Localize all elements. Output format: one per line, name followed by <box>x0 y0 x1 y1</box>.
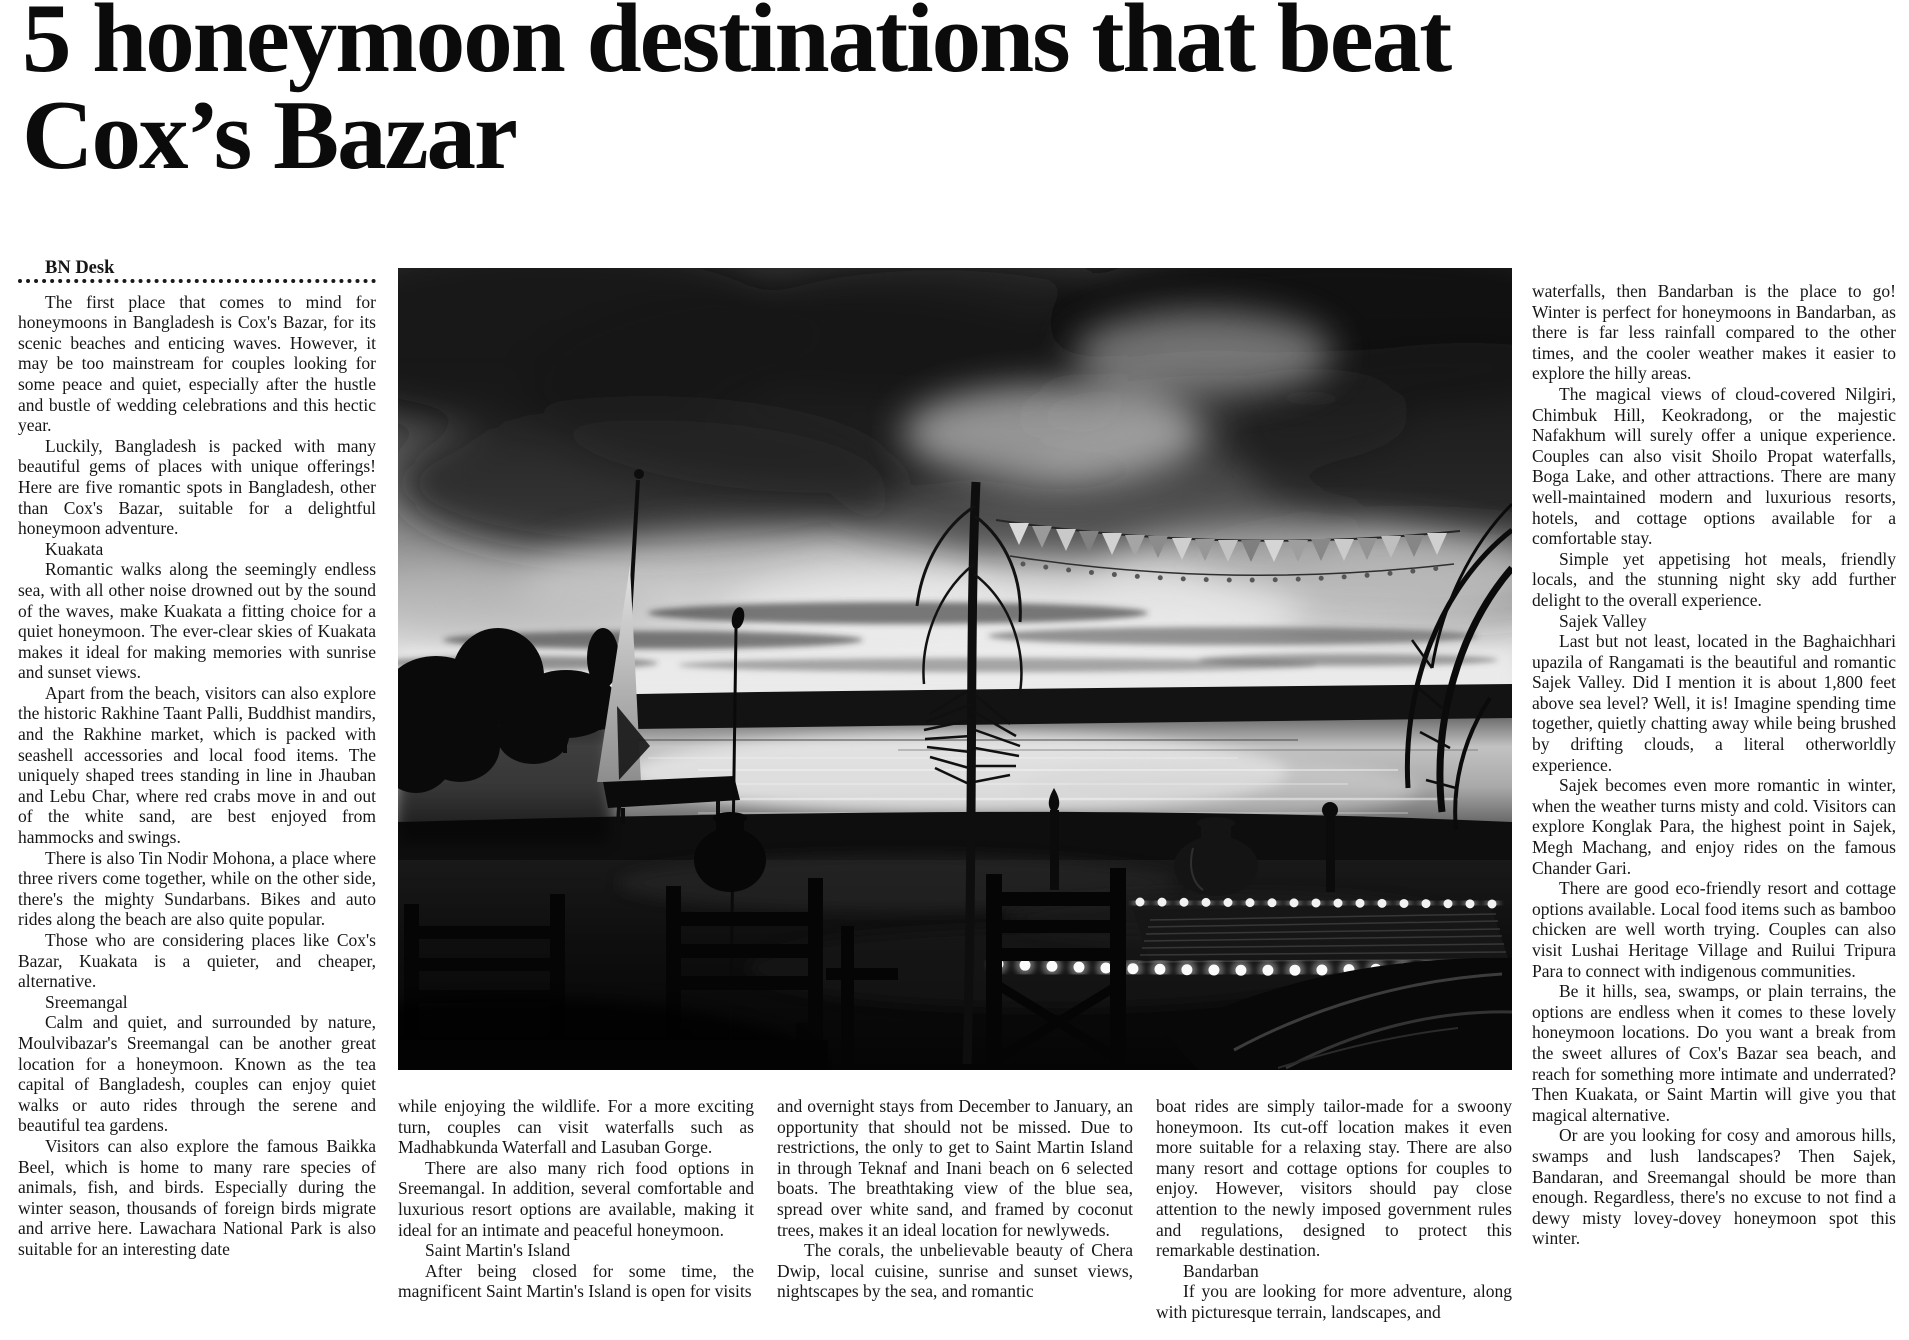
paragraph: and overnight stays from December to January, an opportunity that should not be missed. Due to restrictions, the only to get to Saint Martin Island in through Teknaf and Inani beach on 6 selected boats. The breathtaking view of the blue sea, spread over white sand, and framed by coconut trees, makes it an ideal location for newlyweds. <box>777 1096 1133 1240</box>
paragraph: There are good eco-friendly resort and cottage options available. Local food items such as bamboo chicken are well worth trying. Couples can also visit Lushai Heritage Village and Ruilui Tripura Para to connect with indigenous communities. <box>1532 878 1896 981</box>
byline: BN Desk <box>45 258 115 278</box>
paragraph: There is also Tin Nodir Mohona, a place where three rivers come together, while on the other side, there's the mighty Sundarbans. Bikes and auto rides along the beach are also quite popular. <box>18 847 376 930</box>
paragraph: Or are you looking for cosy and amorous hills, swamps and lush landscapes? Then Sajek, Bandaran, and Sreemangal should be more than enough. Regardless, there's no excuse to not find a dewy misty lovey-dovey honeymoon spot this winter. <box>1532 1125 1896 1249</box>
paragraph: Romantic walks along the seemingly endless sea, with all other noise drowned out by the sound of the waves, make Kuakata a fitting choice for a quiet honeymoon. The ever-clear skies of Kuakata makes it ideal for making memories with sunrise and sunset views. <box>18 559 376 683</box>
sky <box>398 268 1512 698</box>
column-2 <box>398 1096 754 1340</box>
section-heading: Kuakata <box>45 538 104 559</box>
section-heading: Bandarban <box>1183 1260 1259 1281</box>
column-1 <box>18 258 376 1340</box>
paragraph: Calm and quiet, and surrounded by nature, Moulvibazar's Sreemangal can be another great location for a honeymoon. Known as the tea capital of Bangladesh, couples can enjoy quiet walks or auto rides through the serene and beautiful tea gardens. <box>18 1012 376 1136</box>
beach-sunset-photo <box>398 268 1512 1070</box>
paragraph: After being closed for some time, the magnificent Saint Martin's Island is open for visits <box>398 1260 754 1302</box>
article-photo <box>398 268 1512 1070</box>
column-3 <box>777 1096 1133 1340</box>
paragraph: waterfalls, then Bandarban is the place to go! Winter is perfect for honeymoons in Bandarban, as there is far less rainfall compared to the other times, and the cooler weather makes it easier to explore the hilly areas. <box>1532 281 1896 384</box>
section-heading: Saint Martin's Island <box>425 1240 571 1261</box>
paragraph: while enjoying the wildlife. For a more exciting turn, couples can visit waterfalls such as Madhabkunda Waterfall and Lasuban Gorge. <box>398 1096 754 1158</box>
dotted-divider <box>18 279 376 283</box>
paragraph: There are also many rich food options in Sreemangal. In addition, several comfortable and luxurious resort options are available, making it ideal for an intimate and peaceful honeymoon. <box>398 1157 754 1240</box>
article-headline: 5 honeymoon destinations that beat Cox’s Bazar <box>22 0 1451 190</box>
paragraph: Simple yet appetising hot meals, friendly locals, and the stunning night sky add further delight to the overall experience. <box>1532 548 1896 610</box>
paragraph: Visitors can also explore the famous Baikka Beel, which is home to many rare species of animals, fish, and birds. Especially during the winter season, thousands of foreign birds migrate and arrive here. Lawachara National Park is also suitable for an interesting date <box>18 1135 376 1259</box>
paragraph: The magical views of cloud-covered Nilgiri, Chimbuk Hill, Keokradong, or the majestic Nafakhum will surely offer a unique experience. Couples can also visit Shoilo Propat waterfalls, Boga Lake, and other attractions. There are many well-maintained modern and luxurious resorts, hotels, and cottage options available for a comfortable stay. <box>1532 383 1896 549</box>
column-5 <box>1532 281 1896 1340</box>
section-heading: Sajek Valley <box>1559 610 1647 631</box>
paragraph: Last but not least, located in the Baghaichhari upazila of Rangamati is the beautiful and romantic Sajek Valley. Did I mention it is about 1,800 feet above sea level? Well, it is! Imagine spending time together, quietly chatting away while being brushed by drifting clouds, a literal otherworldly experience. <box>1532 631 1896 775</box>
paragraph: The corals, the unbelievable beauty of Chera Dwip, local cuisine, sunrise and sunset views, nightscapes by the sea, and romantic <box>777 1240 1133 1302</box>
paragraph: Sajek becomes even more romantic in winter, when the weather turns misty and cold. Visitors can explore Konglak Para, the highest point in Sajek, Megh Machang, and enjoy rides on the famous Chander Gari. <box>1532 775 1896 878</box>
paragraph: Be it hills, sea, swamps, or plain terrains, the options are endless when it comes to these lovely honeymoon locations. Do you want a break from the sweet allures of Cox's Bazar sea beach, and reach for something more intimate and underrated? Then Kuakata, or Saint Martin will give you that magical alternative. <box>1532 981 1896 1125</box>
paragraph: Apart from the beach, visitors can also explore the historic Rakhine Taant Palli, Buddhist mandirs, and the Rakhine market, which is packed with seashell accessories and local food items. The uniquely shaped trees standing in line in Jhauban and Lebu Char, where red crabs move in and out of the white sand, are best enjoyed from hammocks and swings. <box>18 682 376 848</box>
paragraph: boat rides are simply tailor-made for a swoony honeymoon. Its cut-off location makes it even more suitable for a relaxing stay. There are also many resort and cottage options for couples to enjoy. However, visitors should pay close attention to the newly imposed government rules and regulations, designed to protect this remarkable destination. <box>1156 1096 1512 1261</box>
paragraph: Luckily, Bangladesh is packed with many beautiful gems of places with unique offerings! Here are five romantic spots in Bangladesh, other than Cox's Bazar, suitable for a delightful honeymoon adventure. <box>18 435 376 539</box>
section-heading: Sreemangal <box>45 991 128 1012</box>
column-4 <box>1156 1096 1512 1340</box>
paragraph: If you are looking for more adventure, along with picturesque terrain, landscapes, and <box>1156 1281 1512 1322</box>
paragraph: The first place that comes to mind for honeymoons in Bangladesh is Cox's Bazar, for its scenic beaches and enticing waves. However, it may be too mainstream for couples looking for some peace and quiet, especially after the hustle and bustle of wedding celebrations and this hectic year. <box>18 291 376 436</box>
paragraph: Those who are considering places like Cox's Bazar, Kuakata is a quieter, and cheaper, alternative. <box>18 930 376 992</box>
